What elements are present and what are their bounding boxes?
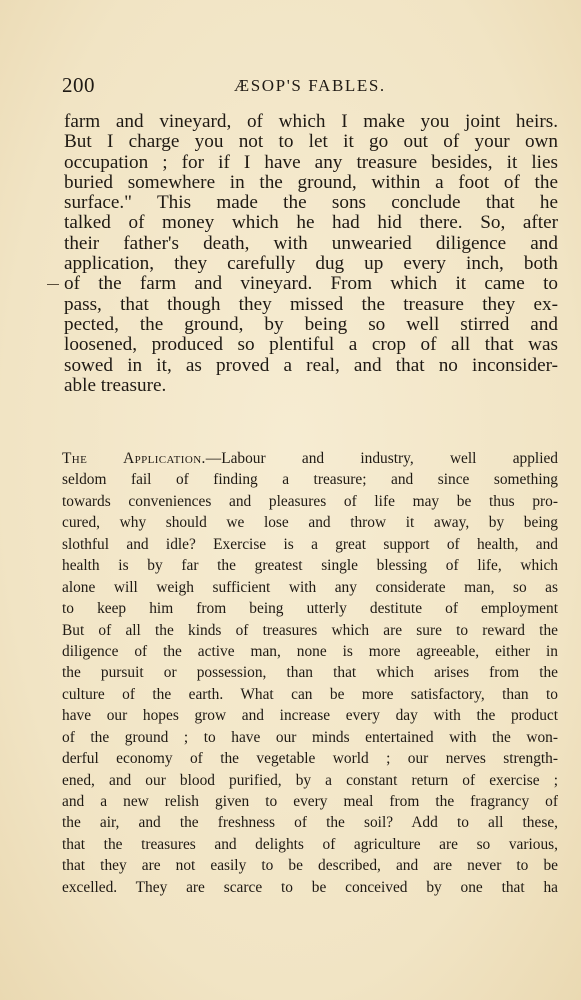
text-line: to keep him from being utterly destitute of employment	[62, 600, 558, 618]
text-line: of the ground ; to have our minds entertained with the won-	[62, 728, 558, 746]
text-line: culture of the earth. What can be more satisfactory, than to	[62, 685, 558, 703]
text-line: pected, the ground, by being so well stirred and	[64, 313, 558, 335]
running-title: ÆSOP'S FABLES.	[234, 76, 386, 95]
text-line: have our hopes grow and increase every day with the product	[62, 707, 558, 725]
text-line: the pursuit or possession, than that which arises from the	[62, 664, 558, 682]
text-line: their father's death, with unwearied diligence and	[64, 232, 558, 254]
text-line: talked of money which he had hid there. So, after	[64, 212, 558, 234]
text-line: diligence of the active man, none is more agreeable, either in	[62, 642, 558, 660]
application-first-line	[62, 448, 558, 469]
page-header	[62, 73, 560, 99]
application-first-line-text: —Labour and industry, well applied	[205, 450, 558, 467]
text-line: able treasure.	[64, 374, 167, 396]
text-line: slothful and idle? Exercise is a great support of health, and	[62, 535, 558, 553]
text-line: health is by far the greatest single blessing of life, which	[62, 557, 558, 575]
text-line: sowed in it, as proved a real, and that no inconsider-	[64, 354, 558, 376]
application-section	[62, 448, 558, 898]
text-line: farm and vineyard, of which I make you joint heirs.	[64, 111, 558, 132]
text-line: seldom fail of finding a treasure; and since something	[62, 471, 558, 489]
text-line: But of all the kinds of treasures which are sure to reward the	[62, 621, 558, 639]
text-line: excelled. They are scarce to be conceived by one that ha	[62, 878, 558, 896]
text-line: But I charge you not to let it go out of your own	[64, 131, 558, 153]
text-line: occupation ; for if I have any treasure besides, it lies	[64, 151, 558, 173]
text-line: pass, that though they missed the treasure they ex-	[64, 293, 558, 315]
margin-mark	[47, 284, 59, 285]
text-line: surface." This made the sons conclude that he	[64, 192, 558, 214]
text-line: loosened, produced so plentiful a crop of all that was	[64, 334, 558, 356]
text-line: ened, and our blood purified, by a constant return of exercise ;	[62, 771, 558, 789]
text-line: that the treasures and delights of agriculture are so various,	[62, 835, 558, 853]
text-line: that they are not easily to be described, and are never to be	[62, 857, 558, 875]
text-line: application, they carefully dug up every inch, both	[64, 253, 558, 275]
text-line: towards conveniences and pleasures of life may be thus pro-	[62, 492, 558, 510]
text-line: buried somewhere in the ground, within a foot of the	[64, 171, 558, 193]
application-label: The Application.	[62, 450, 206, 467]
page-number: 200	[62, 73, 95, 97]
text-line: of the farm and vineyard. From which it came to	[64, 273, 558, 295]
text-line: derful economy of the vegetable world ; our nerves strength-	[62, 750, 558, 768]
fable-text	[64, 112, 558, 396]
text-line: alone will weigh sufficient with any considerate man, so as	[62, 578, 558, 596]
text-line: cured, why should we lose and throw it away, by being	[62, 514, 558, 532]
text-line: the air, and the freshness of the soil? Add to all these,	[62, 814, 558, 832]
text-line: and a new relish given to every meal from the fragrancy of	[62, 793, 558, 810]
